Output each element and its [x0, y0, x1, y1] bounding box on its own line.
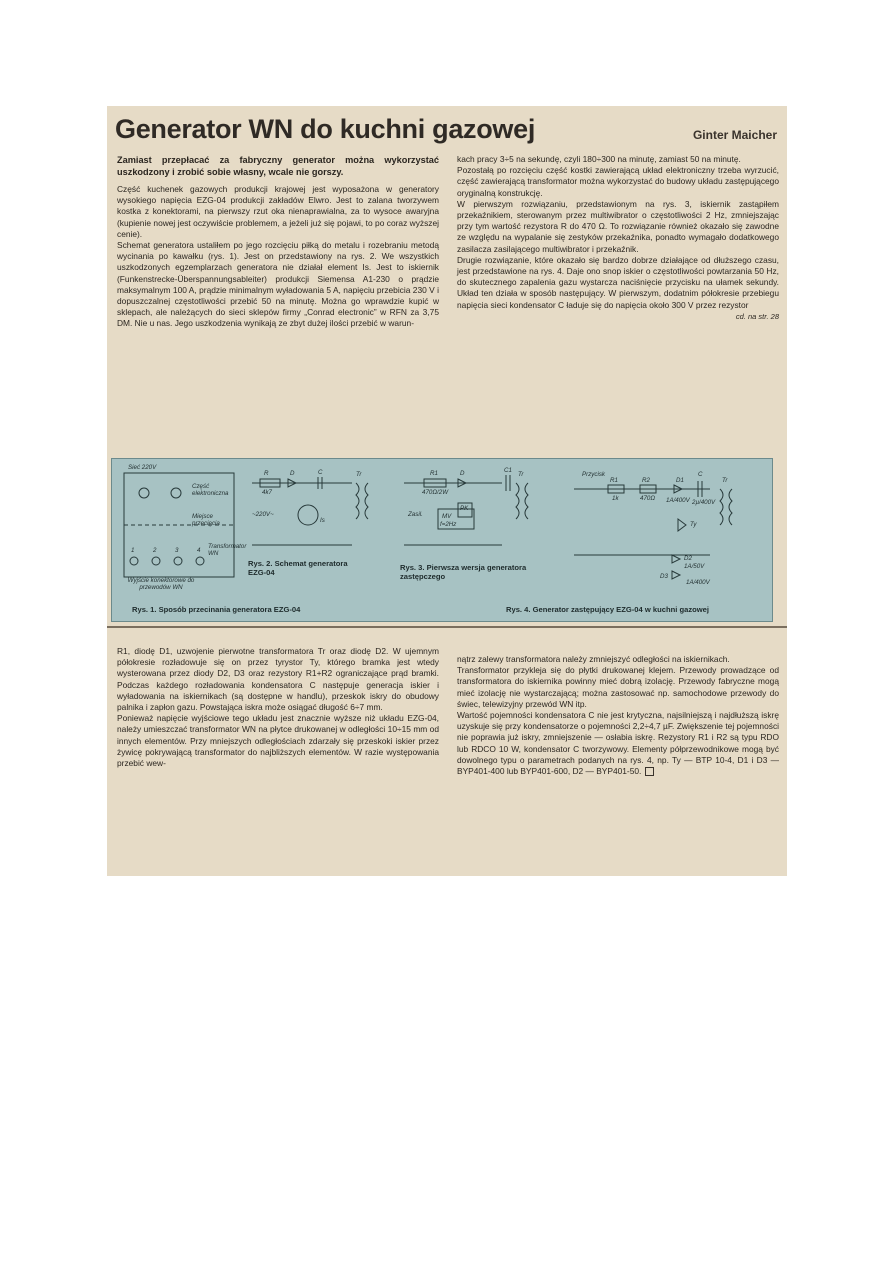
fig4-label: R2	[642, 477, 650, 484]
paragraph: Część kuchenek gazowych produkcji krajowej jest wyposażona w generatory wysokiego napięcia EZG-04 produkcji zakładów Elwro. Jest to zalana tworzywem kostka z konektorami, na pierwszy rzut oka nienaprawialna, za to wysoce awaryjna (kupienie nowej jest oczywiście problemem, a jeżeli już się pojawi, to po coraz wyższej cenie).	[117, 184, 439, 239]
circuit-figures-panel	[111, 458, 773, 622]
fig1-label: Sieć 220V	[128, 464, 157, 471]
fig2-label: 4k7	[262, 489, 272, 496]
fig4-label: D1	[676, 477, 684, 484]
paragraph: Schemat generatora ustaliłem po jego rozcięciu piłką do metalu i rozebraniu metodą wycinania po kawałku (rys. 1). Jest on przedstawiony na rys. 2. We wszystkich uszkodzonych egzemplarzach generatora nie działał element Is. Jest to iskiernik (Funkenstrecke-Überspannungsableiter) produkcji Siemensa A1-230 o prądzie maksymalnym 100 A, prądzie minimalnym wyładowania 5 A, napięciu przebicia 230 V i dopuszczalnej częstotliwości przebić 50 na minutę. Można go wprawdzie kupić w sklepach, ale należących do sieci sklepów firmy „Conrad electronic” w RFN za 3,75 DM. Nie u nas. Jego uszkodzenia wynikają ze zbyt dużej ilości przebić w warun-	[117, 240, 439, 329]
fig1-caption: Rys. 1. Sposób przecinania generatora EZG-04	[132, 605, 301, 614]
paragraph: nątrz zalewy transformatora należy zmniejszyć odległości na iskiernikach.	[457, 654, 730, 664]
fig3-label: MV	[442, 513, 452, 520]
lead-paragraph: Zamiast przepłacać za fabryczny generator można wykorzystać uszkodzony i zrobić sobie własny, wcale nie gorszy.	[117, 155, 439, 177]
fig4-label: 1A/50V	[684, 563, 705, 570]
fig2-caption: Rys. 2. Schemat generatora EZG-04	[248, 559, 348, 577]
fig2-label: C	[318, 469, 323, 476]
column-4	[457, 654, 779, 777]
fig4-label: Ty	[690, 521, 697, 528]
fig2-label: ~220V~	[252, 511, 274, 518]
fig3-label: f=2Hz	[440, 521, 457, 528]
paragraph	[457, 710, 779, 777]
fig1-label: Transformator WN	[208, 543, 247, 557]
fig4-label: R1	[610, 477, 618, 484]
fig1-pin-label: 3	[175, 547, 179, 554]
fig1-pin-label: 1	[131, 547, 135, 554]
paragraph: kach pracy 3÷5 na sekundę, czyli 180÷300 na minutę, zamiast 50 na minutę.	[457, 154, 741, 164]
fig4-label: C	[698, 471, 703, 478]
paragraph: Pozostałą po rozcięciu część kostki zawierającą układ elektroniczny trzeba wyrzucić, część zawierającą transformator można wykorzystać do budowy układu zastępującego oryginalną konstrukcję.	[457, 165, 779, 198]
fig4-label: D3	[660, 573, 668, 580]
fig4-label: D2	[684, 555, 692, 562]
paragraph-text: Wartość pojemności kondensatora C nie jest krytyczna, najsilniejszą i najdłuższą iskrę uzyskuje się przy kondensatorze o pojemności 2,2÷4,7 µF. Zwiększenie tej pojemności nie poprawia już iskry, zmniejszenie — osłabia iskrę. Rezystory R1 i R2 są typu RDO lub RDCO 10 W, kondensator C tworzywowy. Elementy półprzewodnikowe mogą być dowolnego typu o parametrach podanych na rys. 4, np. Ty — BTP 10-4, D1 i D3 — BYP401-400 lub BYP401-600, D2 — BYP401-50.	[457, 710, 779, 777]
fig2-label: D	[290, 470, 295, 477]
fig1-label: Wyjście konektorowe do przewodów WN	[127, 577, 195, 591]
fig4-label: Przycisk	[582, 471, 606, 478]
fig3-label: PK	[460, 505, 469, 512]
fig4-label: 1A/400V	[666, 497, 690, 504]
fig3-label: R1	[430, 470, 438, 477]
fig3-label: Zasil.	[408, 511, 423, 518]
continued-note: cd. na str. 28	[735, 311, 779, 321]
fig1-label: Część elektroniczna	[192, 483, 229, 497]
paragraph: R1, diodę D1, uzwojenie pierwotne transformatora Tr oraz diodę D2. W ujemnym półokresie rozładowuje się on przez tyrystor Ty, którego bramka jest wtedy wysterowana przez diody D2, D3 oraz rezystory R1+R2 ograniczające prąd bramki. Podczas każdego rozładowania kondensatora C następuje generacja iskier i wyładowania na iskiernikach (są dostępne w handlu), przeskok iskry do obudowy palnika i zapłon gazu. Powstająca iskra może osiągać długość 6÷7 mm.	[117, 646, 439, 713]
fig4-label: 2µ/400V	[692, 499, 716, 506]
fig2-label: Tr	[356, 471, 362, 478]
fig2-label: R	[264, 470, 269, 477]
column-3	[117, 646, 439, 769]
article-author: Ginter Maicher	[692, 128, 777, 142]
fig1-pin-label: 2	[153, 547, 157, 554]
fig3-label: 470Ω/2W	[422, 489, 449, 496]
fig4-label: Tr	[722, 477, 728, 484]
article-title: Generator WN do kuchni gazowej	[115, 114, 536, 144]
fig1-label: Miejsce przecięcia	[192, 513, 220, 527]
fig2-label: Is	[320, 517, 325, 524]
paragraph: Drugie rozwiązanie, które okazało się bardzo dobrze działające od dłuższego czasu, jest przedstawione na rys. 4. Daje ono snop iskier o częstotliwości powtarzania 50 Hz, do skutecznego zapalenia gazu wystarcza naciśnięcie przycisku na ułamek sekundy. Układ ten działa w sposób następujący. W pierwszym, dodatnim półokresie przebiegu napięcia sieci kondensator C ładuje się do napięcia około 300 V przez rezystor	[457, 254, 779, 310]
fig4-label: 1A/400V	[686, 579, 710, 586]
fig3-label: C1	[504, 467, 512, 474]
column-2	[457, 154, 779, 322]
end-of-article-icon	[645, 767, 654, 776]
fig1-pin-label: 4	[197, 547, 201, 554]
fig4-label: 470Ω	[640, 495, 656, 502]
paragraph: W pierwszym rozwiązaniu, przedstawionym na rys. 3, iskiernik zastąpiłem przekaźnikiem, sterowanym przez multiwibrator o częstotliwości 2 Hz, zmniejszając przy tym wartość rezystora R do 470 Ω. To rozwiązanie również okazało się zawodne ze względu na wypalanie się zestyków przekaźnika, ponadto wymagało dodatkowego zasilacza zasilającego multiwibrator i przekaźnik.	[457, 198, 779, 254]
fig4-label: 1k	[612, 495, 619, 502]
section-divider	[107, 626, 787, 628]
paragraph: Ponieważ napięcie wyjściowe tego układu jest znacznie wyższe niż układu EZG-04, należy umieszczać transformator WN na płytce drukowanej w odległości 10÷15 mm od innych elementów. Przy mniejszych odległościach zdarzały się przeskoki iskier przez żywicę pokrywającą transformator do najbliższych elementów. W razie występowania przebić wew-	[117, 713, 439, 769]
paragraph: Transformator przykleja się do płytki drukowanej klejem. Przewody prowadzące od transformatora do iskiernika powinny mieć dobrą izolację. Przewody fabryczne mogą mieć izolację nie wystarczającą; można zastosować np. samochodowe przewody do świec, telewizyjny przewód WN itp.	[457, 665, 779, 709]
fig3-label: Tr	[518, 471, 524, 478]
fig3-caption: Rys. 3. Pierwsza wersja generatora zastępczego	[400, 563, 527, 581]
fig3-label: D	[460, 470, 465, 477]
scanned-page	[107, 106, 787, 876]
fig4-caption: Rys. 4. Generator zastępujący EZG-04 w kuchni gazowej	[506, 605, 709, 614]
column-1	[117, 154, 439, 330]
